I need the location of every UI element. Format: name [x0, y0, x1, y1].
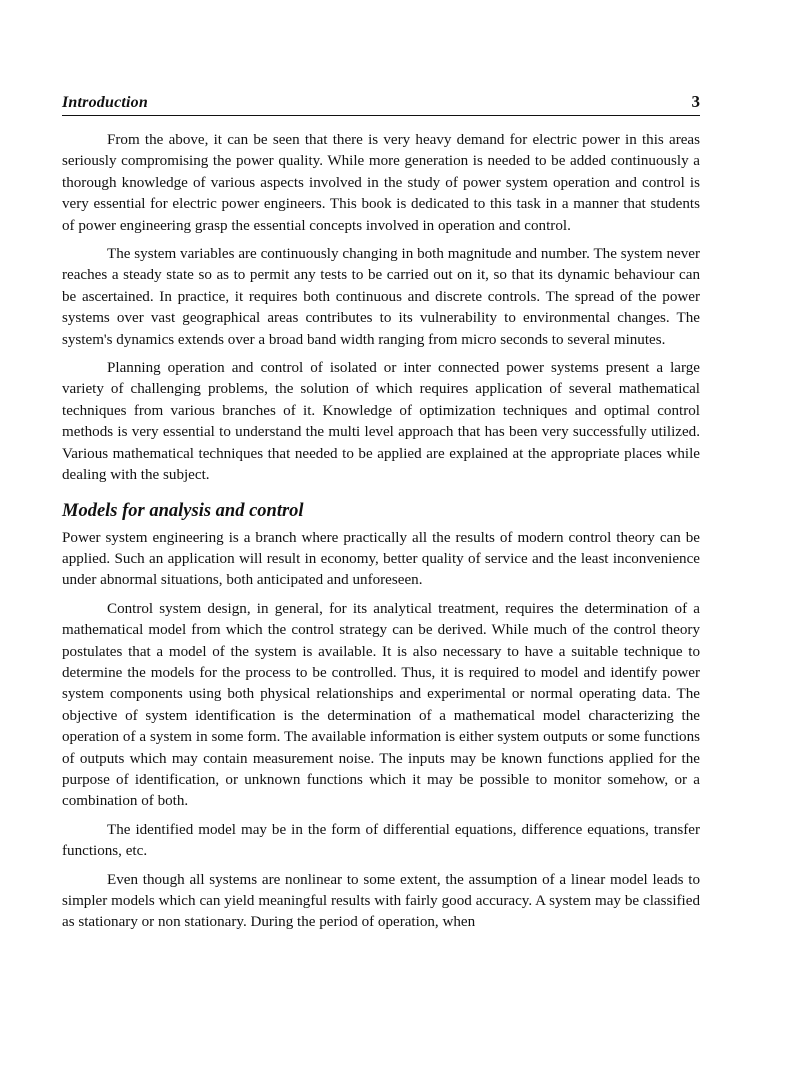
page-number: 3	[691, 92, 700, 111]
paragraph-power-system-engineering: Power system engineering is a branch where practically all the results of modern control theory can be applied. Such an application will result in economy, better quality of service and the least inconvenience under abnormal situations, both anticipated and unforeseen.	[62, 529, 700, 589]
section-heading: Models for analysis and control	[62, 500, 304, 521]
paragraph-identified-model: The identified model may be in the form of differential equations, difference equations, transfer functions, etc.	[62, 821, 700, 860]
paragraph-power-demand: From the above, it can be seen that there is very heavy demand for electric power in this areas seriously compromising the power quality. While more generation is needed to be added continuously a thorough knowledge of various aspects involved in the study of power system operation and control is very essential for electric power engineers. This book is dedicated to this task in a manner that students of power engineering grasp the essential concepts involved in operation and control.	[62, 132, 700, 234]
paragraph-control-system-design: Control system design, in general, for its analytical treatment, requires the determination of a mathematical model from which the control strategy can be derived. While much of the control theory postulates that a model of the system is available. It is also necessary to have a suitable technique to determine the models for the process to be controlled. Thus, it is required to model and identify power system components using both physical relationships and experimental or normal operating data. The objective of system identification is the determination of a mathematical model characterizing the operation of a system in some form. The available information is either system outputs or some functions of outputs which may contain measurement noise. The inputs may be known functions applied for the purpose of identification, or unknown functions which it may be possible to monitor somehow, or a combination of both.	[62, 600, 700, 810]
paragraph-planning-operation: Planning operation and control of isolated or inter connected power systems present a large variety of challenging problems, the solution of which requires application of several mathematical techniques from various branches of it. Knowledge of optimization techniques and optimal control methods is very essential to understand the multi level approach that has been very successfully utilized. Various mathematical techniques that needed to be applied are explained at the appropriate places while dealing with the subject.	[62, 360, 700, 484]
paragraph-system-variables: The system variables are continuously changing in both magnitude and number. The system never reaches a steady state so as to permit any tests to be carried out on it, so that its dynamic behaviour can be ascertained. In practice, it requires both continuous and discrete controls. The spread of the power systems over vast geographical areas contributes to its vulnerability to environmental changes. The system's dynamics extends over a broad band width ranging from micro seconds to several minutes.	[62, 246, 700, 348]
paragraph-nonlinear-systems: Even though all systems are nonlinear to some extent, the assumption of a linear model leads to simpler models which can yield meaningful results with fairly good accuracy. A system may be classified as stationary or non stationary. During the period of operation, when	[62, 871, 700, 931]
body-text	[62, 130, 700, 934]
chapter-title: Introduction	[62, 94, 148, 111]
book-page	[62, 86, 700, 941]
running-header	[62, 86, 700, 116]
